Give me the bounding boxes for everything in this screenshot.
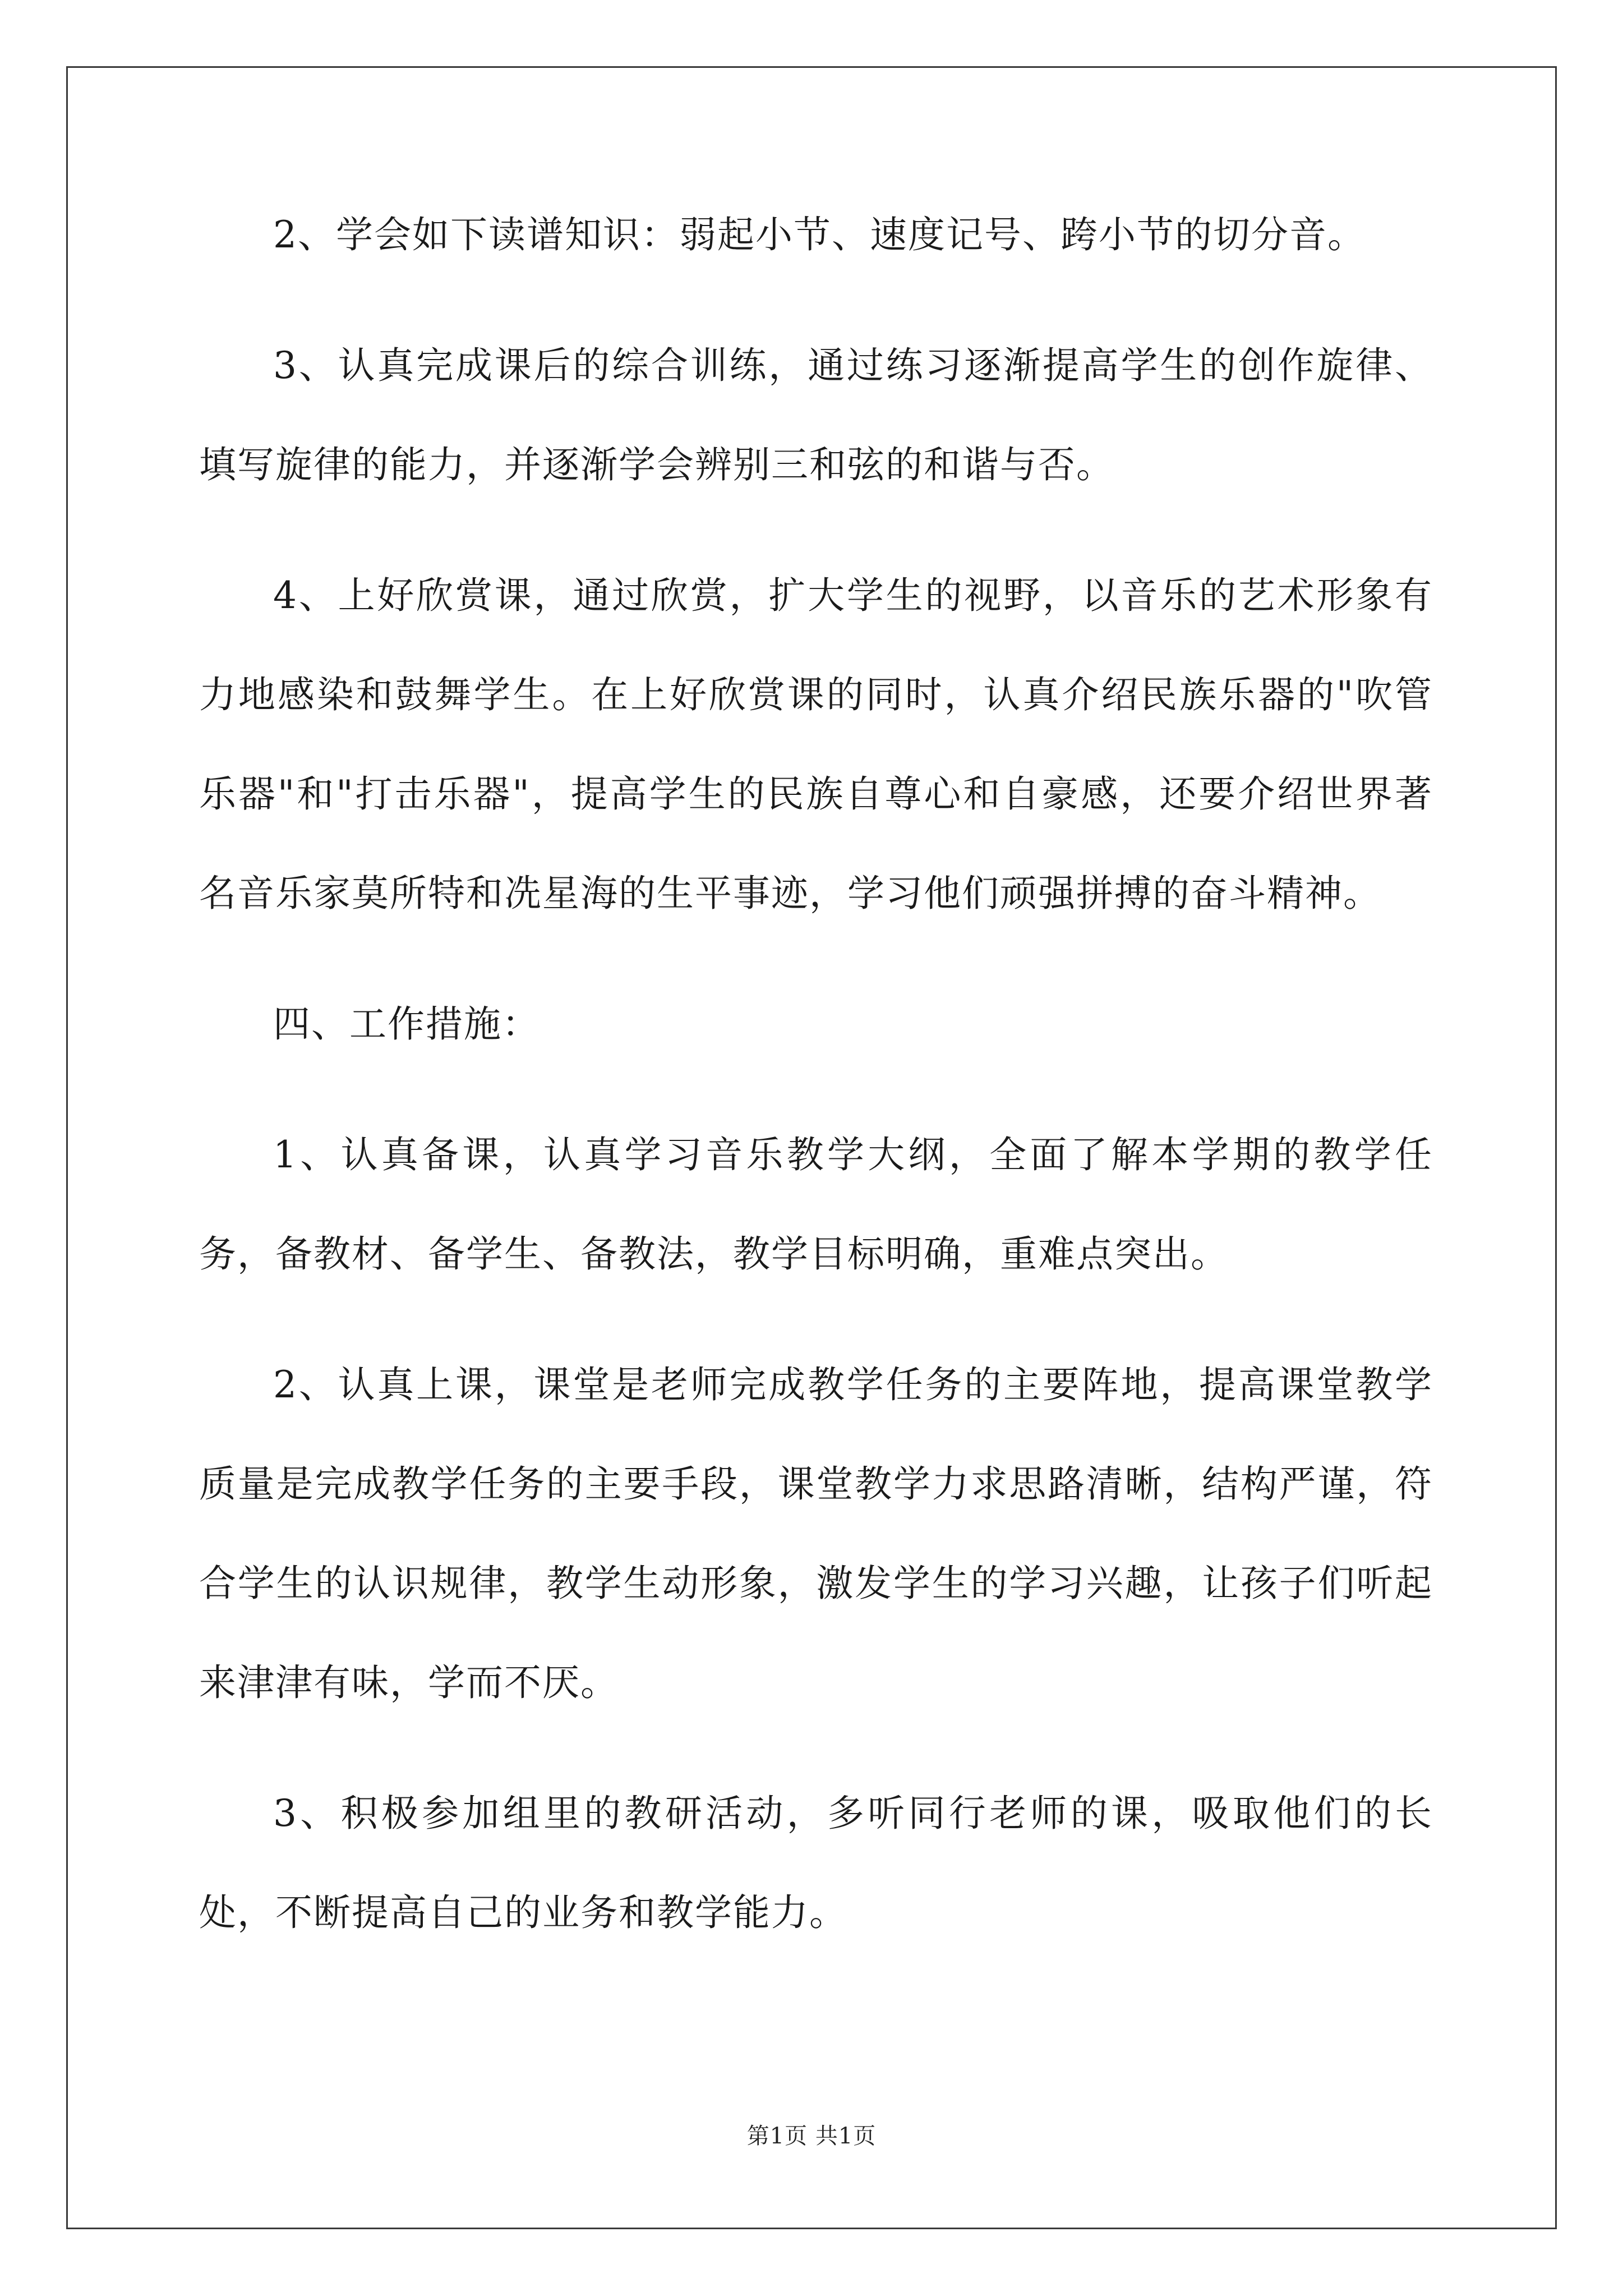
document-body <box>199 185 1433 1994</box>
paragraph-training: 3、认真完成课后的综合训练，通过练习逐渐提高学生的创作旋律、填写旋律的能力，并逐渐学会辨别三和弦的和谐与否。 <box>199 344 1433 486</box>
section-heading-measures: 四、工作措施： <box>273 1002 540 1046</box>
paragraph-appreciation: 4、上好欣赏课，通过欣赏，扩大学生的视野，以音乐的艺术形象有力地感染和鼓舞学生。在上好欣赏课的同时，认真介绍民族乐器的"吹管乐器"和"打击乐器"，提高学生的民族自尊心和自豪感，还要介绍世界著名音乐家莫所特和冼星海的生平事迹，学习他们顽强拼搏的奋斗精神。 <box>199 574 1433 915</box>
paragraph-reading-knowledge: 2、学会如下读谱知识：弱起小节、速度记号、跨小节的切分音。 <box>273 213 1366 256</box>
page-number: 第1页 共1页 <box>746 2123 877 2149</box>
paragraph-research: 3、积极参加组里的教研活动，多听同行老师的课，吸取他们的长处，不断提高自己的业务和教学能力。 <box>199 1792 1433 1934</box>
paragraph-lesson-prep: 1、认真备课，认真学习音乐教学大纲，全面了解本学期的教学任务，备教材、备学生、备教法，教学目标明确，重难点突出。 <box>199 1133 1433 1276</box>
paragraph-teaching: 2、认真上课，课堂是老师完成教学任务的主要阵地，提高课堂教学质量是完成教学任务的主要手段，课堂教学力求思路清晰，结构严谨，符合学生的认识规律，教学生动形象，激发学生的学习兴趣，让孩子们听起来津津有味，学而不厌。 <box>199 1363 1433 1704</box>
